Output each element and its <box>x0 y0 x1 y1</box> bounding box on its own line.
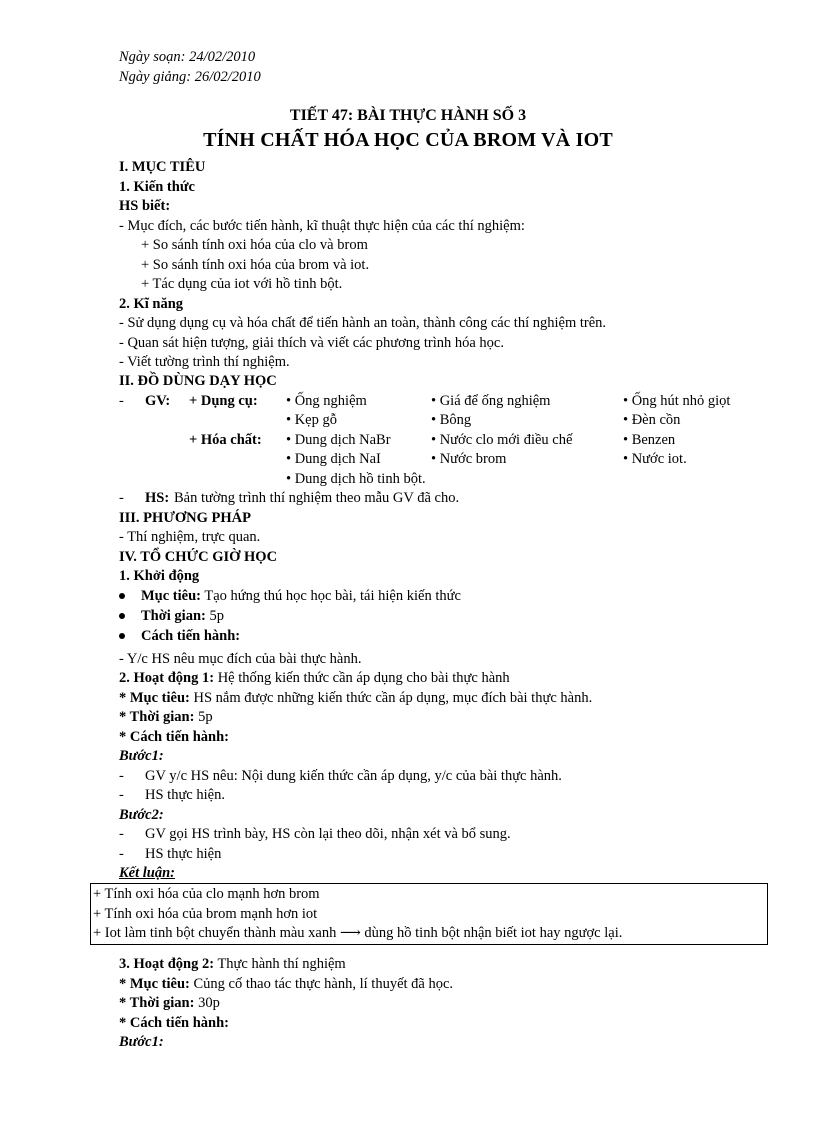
activity-2-text: Thực hành thí nghiệm <box>217 956 346 972</box>
warmup-time-text: 5p <box>209 608 224 624</box>
section-heading-method: III. PHƯƠNG PHÁP <box>119 510 251 526</box>
warmup-method-label: Cách tiến hành: <box>141 628 241 644</box>
activity-1-step-1: Bước1: <box>119 748 164 764</box>
skill-item-1: - Sử dụng dụng cụ và hóa chất để tiến hành an toàn, thành công các thí nghiệm trên. <box>119 315 607 331</box>
activity-2-step-1: Bước1: <box>119 1034 164 1050</box>
hs-label: HS: <box>145 490 170 506</box>
bullet-icon <box>119 593 125 599</box>
activity-1-goal-label: * Mục tiêu: <box>119 690 190 706</box>
activity-1-time-label: * Thời gian: <box>119 709 195 725</box>
chemical-item-7: • Dung dịch hồ tinh bột. <box>286 471 426 487</box>
purpose-line: - Mục đích, các bước tiến hành, kĩ thuật thực hiện của các thí nghiệm: <box>119 218 525 234</box>
conclusion-label: Kết luận: <box>119 865 175 881</box>
warmup-goal-text: Tạo hứng thú học học bài, tái hiện kiến thức <box>204 588 461 604</box>
page-title: TÍNH CHẤT HÓA HỌC CỦA BROM VÀ IOT <box>203 129 613 151</box>
activity-1-goal <box>119 689 592 709</box>
bullet-icon <box>119 613 125 619</box>
subheading-warmup: 1. Khởi động <box>119 568 200 584</box>
section-heading-materials: II. ĐỒ DÙNG DẠY HỌC <box>119 373 277 389</box>
hs-know-label: HS biết: <box>119 198 171 214</box>
chemicals-label: + Hóa chất: <box>189 432 262 448</box>
step-2b-dash: - <box>119 846 124 862</box>
knowledge-item-2: + So sánh tính oxi hóa của brom và iot. <box>141 257 370 273</box>
warmup-method <box>119 627 240 647</box>
warmup-request: - Y/c HS nêu mục đích của bài thực hành. <box>119 651 362 667</box>
chemical-item-1: • Dung dịch NaBr <box>286 432 391 448</box>
activity-2-label: 3. Hoạt động 2: <box>119 956 215 972</box>
tool-item-4: • Kẹp gỗ <box>286 412 337 428</box>
activity-1-time <box>119 708 213 728</box>
date-prepared: Ngày soạn: 24/02/2010 <box>119 49 256 65</box>
activity-1-step-2: Bước2: <box>119 807 164 823</box>
activity-1-label: 2. Hoạt động 1: <box>119 670 215 686</box>
hs-materials: Bản tường trình thí nghiệm theo mẫu GV đã cho. <box>174 490 460 506</box>
warmup-time-label: Thời gian: <box>141 608 206 624</box>
activity-1-method: * Cách tiến hành: <box>119 729 229 745</box>
conclusion-item-1: + Tính oxi hóa của clo mạnh hơn brom <box>93 886 320 902</box>
conclusion-item-2: + Tính oxi hóa của brom mạnh hơn iot <box>93 906 318 922</box>
chemical-item-3: • Benzen <box>623 432 676 448</box>
warmup-time <box>119 607 224 627</box>
activity-2-time-label: * Thời gian: <box>119 995 195 1011</box>
gv-label: GV: <box>145 393 171 409</box>
section-heading-objectives: I. MỤC TIÊU <box>119 159 206 175</box>
step-2b: HS thực hiện <box>145 846 222 862</box>
activity-2-time-text: 30p <box>198 995 220 1011</box>
activity-2-heading <box>119 955 346 975</box>
tool-item-1: • Ống nghiệm <box>286 393 367 409</box>
knowledge-item-1: + So sánh tính oxi hóa của clo và brom <box>141 237 368 253</box>
lesson-title: TIẾT 47: BÀI THỰC HÀNH SỐ 3 <box>289 107 527 124</box>
step-2a: GV gọi HS trình bày, HS còn lại theo dõi, nhận xét và bổ sung. <box>145 826 511 842</box>
step-1a-dash: - <box>119 768 124 784</box>
date-taught: Ngày giảng: 26/02/2010 <box>119 69 261 85</box>
activity-2-time <box>119 994 220 1014</box>
tool-item-6: • Đèn cồn <box>623 412 681 428</box>
tool-item-3: • Ống hút nhỏ giọt <box>623 393 731 409</box>
subheading-knowledge: 1. Kiến thức <box>119 179 195 195</box>
step-1b-dash: - <box>119 787 124 803</box>
warmup-goal-label: Mục tiêu: <box>141 588 201 604</box>
subheading-skills: 2. Kĩ năng <box>119 296 184 312</box>
activity-2-method: * Cách tiến hành: <box>119 1015 229 1031</box>
step-1b: HS thực hiện. <box>145 787 225 803</box>
gv-dash: - <box>119 393 124 409</box>
chemical-item-5: • Nước brom <box>431 451 507 467</box>
section-heading-organization: IV. TỔ CHỨC GIỜ HỌC <box>119 549 278 565</box>
step-2a-dash: - <box>119 826 124 842</box>
knowledge-item-3: + Tác dụng của iot với hồ tinh bột. <box>141 276 343 292</box>
warmup-goal <box>119 587 461 607</box>
skill-item-3: - Viết tường trình thí nghiệm. <box>119 354 290 370</box>
bullet-icon <box>119 633 125 639</box>
tools-label: + Dụng cụ: <box>189 393 258 409</box>
chemical-item-6: • Nước iot. <box>623 451 687 467</box>
chemical-item-2: • Nước clo mới điều chế <box>431 432 573 448</box>
tool-item-5: • Bông <box>431 412 472 428</box>
skill-item-2: - Quan sát hiện tượng, giải thích và viết các phương trình hóa học. <box>119 335 504 351</box>
activity-1-heading <box>119 669 510 689</box>
activity-2-goal-text: Củng cố thao tác thực hành, lí thuyết đã học. <box>193 976 454 992</box>
conclusion-item-3: + Iot làm tinh bột chuyển thành màu xanh ⟶ dùng hồ tinh bột nhận biết iot hay ngược lại. <box>93 925 623 941</box>
activity-2-goal-label: * Mục tiêu: <box>119 976 190 992</box>
chemical-item-4: • Dung dịch NaI <box>286 451 381 467</box>
method-text: - Thí nghiệm, trực quan. <box>119 529 261 545</box>
hs-dash: - <box>119 490 124 506</box>
activity-1-text: Hệ thống kiến thức cần áp dụng cho bài thực hành <box>217 670 510 686</box>
tool-item-2: • Giá để ống nghiệm <box>431 393 551 409</box>
activity-2-goal <box>119 975 453 995</box>
activity-1-goal-text: HS nắm được những kiến thức cần áp dụng, mục đích bài thực hành. <box>193 690 593 706</box>
activity-1-time-text: 5p <box>198 709 213 725</box>
step-1a: GV y/c HS nêu: Nội dung kiến thức cần áp dụng, y/c của bài thực hành. <box>145 768 562 784</box>
